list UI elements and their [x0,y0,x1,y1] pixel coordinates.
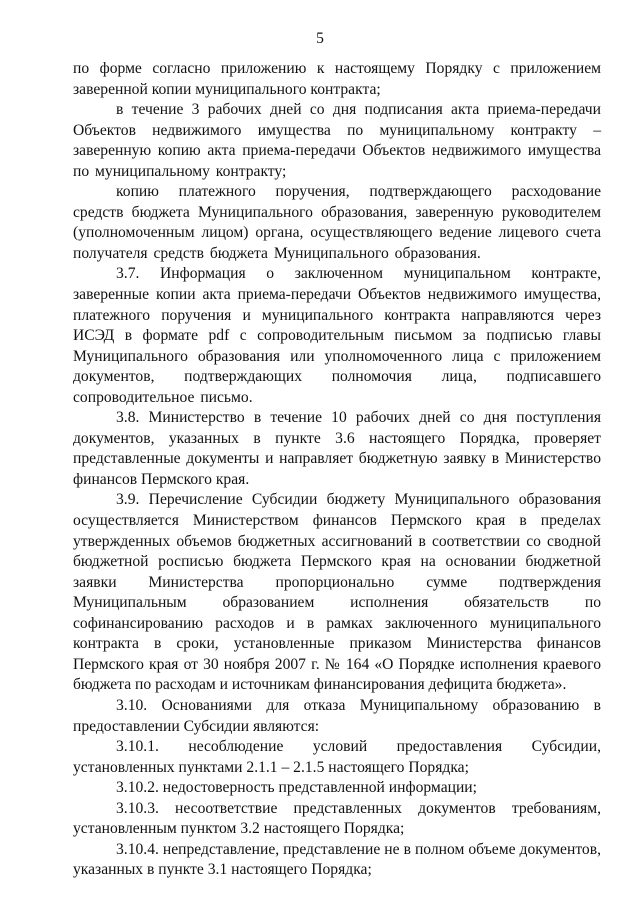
paragraph-payment-order: копию платежного поручения, подтверждающего расходование средств бюджета Муниципального образования, заверенную руководителем (уполномоченным лицом) органа, осуществляющего ведение лицевого счета получателя средств бюджета Муниципального образования. [73,183,601,262]
paragraph-3-10: 3.10. Основаниями для отказа Муниципальному образованию в предоставлении Субсидии являются: [73,696,601,735]
paragraph-3-10-1: 3.10.1. несоблюдение условий предоставления Субсидии, установленных пунктами 2.1.1 – 2.1.5 настоящего Порядка; [73,738,601,776]
paragraph-act-copy: в течение 3 рабочих дней со дня подписания акта приема-передачи Объектов недвижимого имущества по муниципальному контракту – заверенную копию акта приема-передачи Объектов недвижимого имущества по муниципальному контракту; [73,101,601,180]
paragraph-3-7: 3.7. Информация о заключенном муниципальном контракте, заверенные копии акта приема-передачи Объектов недвижимого имущества, платежного поручения и муниципального контракта направляются через ИСЭД в формате pdf с сопроводительным письмом за подписью главы Муниципального образования или уполномоченного лица с приложением документов, подтверждающих полномочия лица, подписавшего сопроводительное письмо. [73,265,601,406]
page-number: 5 [316,30,324,47]
paragraph-3-10-3: 3.10.3. несоответствие представленных документов требованиям, установленным пунктом 3.2 настоящего Порядка; [73,799,601,838]
paragraph-3-9: 3.9. Перечисление Субсидии бюджету Муниципального образования осуществляется Министерством финансов Пермского края в пределах утвержденных объемов бюджетных ассигнований в соответствии со сводной бюджетной росписью бюджета Пермского края на основании бюджетной заявки Министерства пропорционально сумме подтверждения Муниципальным образованием исполнения обязательств по софинансированию расходов и в рамках заключенного муниципального контракта в сроки, установленные приказом Министерства финансов Пермского края от 30 ноября 2007 г. № 164 «О Порядке исполнения краевого бюджета по расходам и источникам финансирования дефицита бюджета». [73,491,601,694]
paragraph-3-10-4: 3.10.4. непредставление, представление не в полном объеме документов, указанных в пункте 3.1 настоящего Порядка; [73,840,601,879]
document-body [73,59,601,881]
paragraph-3-10-2: 3.10.2. недостоверность представленной информации; [116,779,477,797]
paragraph-continuation: по форме согласно приложению к настоящему Порядку с приложением заверенной копии муниципального контракта; [73,60,601,98]
paragraph-3-8: 3.8. Министерство в течение 10 рабочих дней со дня поступления документов, указанных в пункте 3.6 настоящего Порядка, проверяет представленные документы и направляет бюджетную заявку в Министерство финансов Пермского края. [73,409,601,488]
